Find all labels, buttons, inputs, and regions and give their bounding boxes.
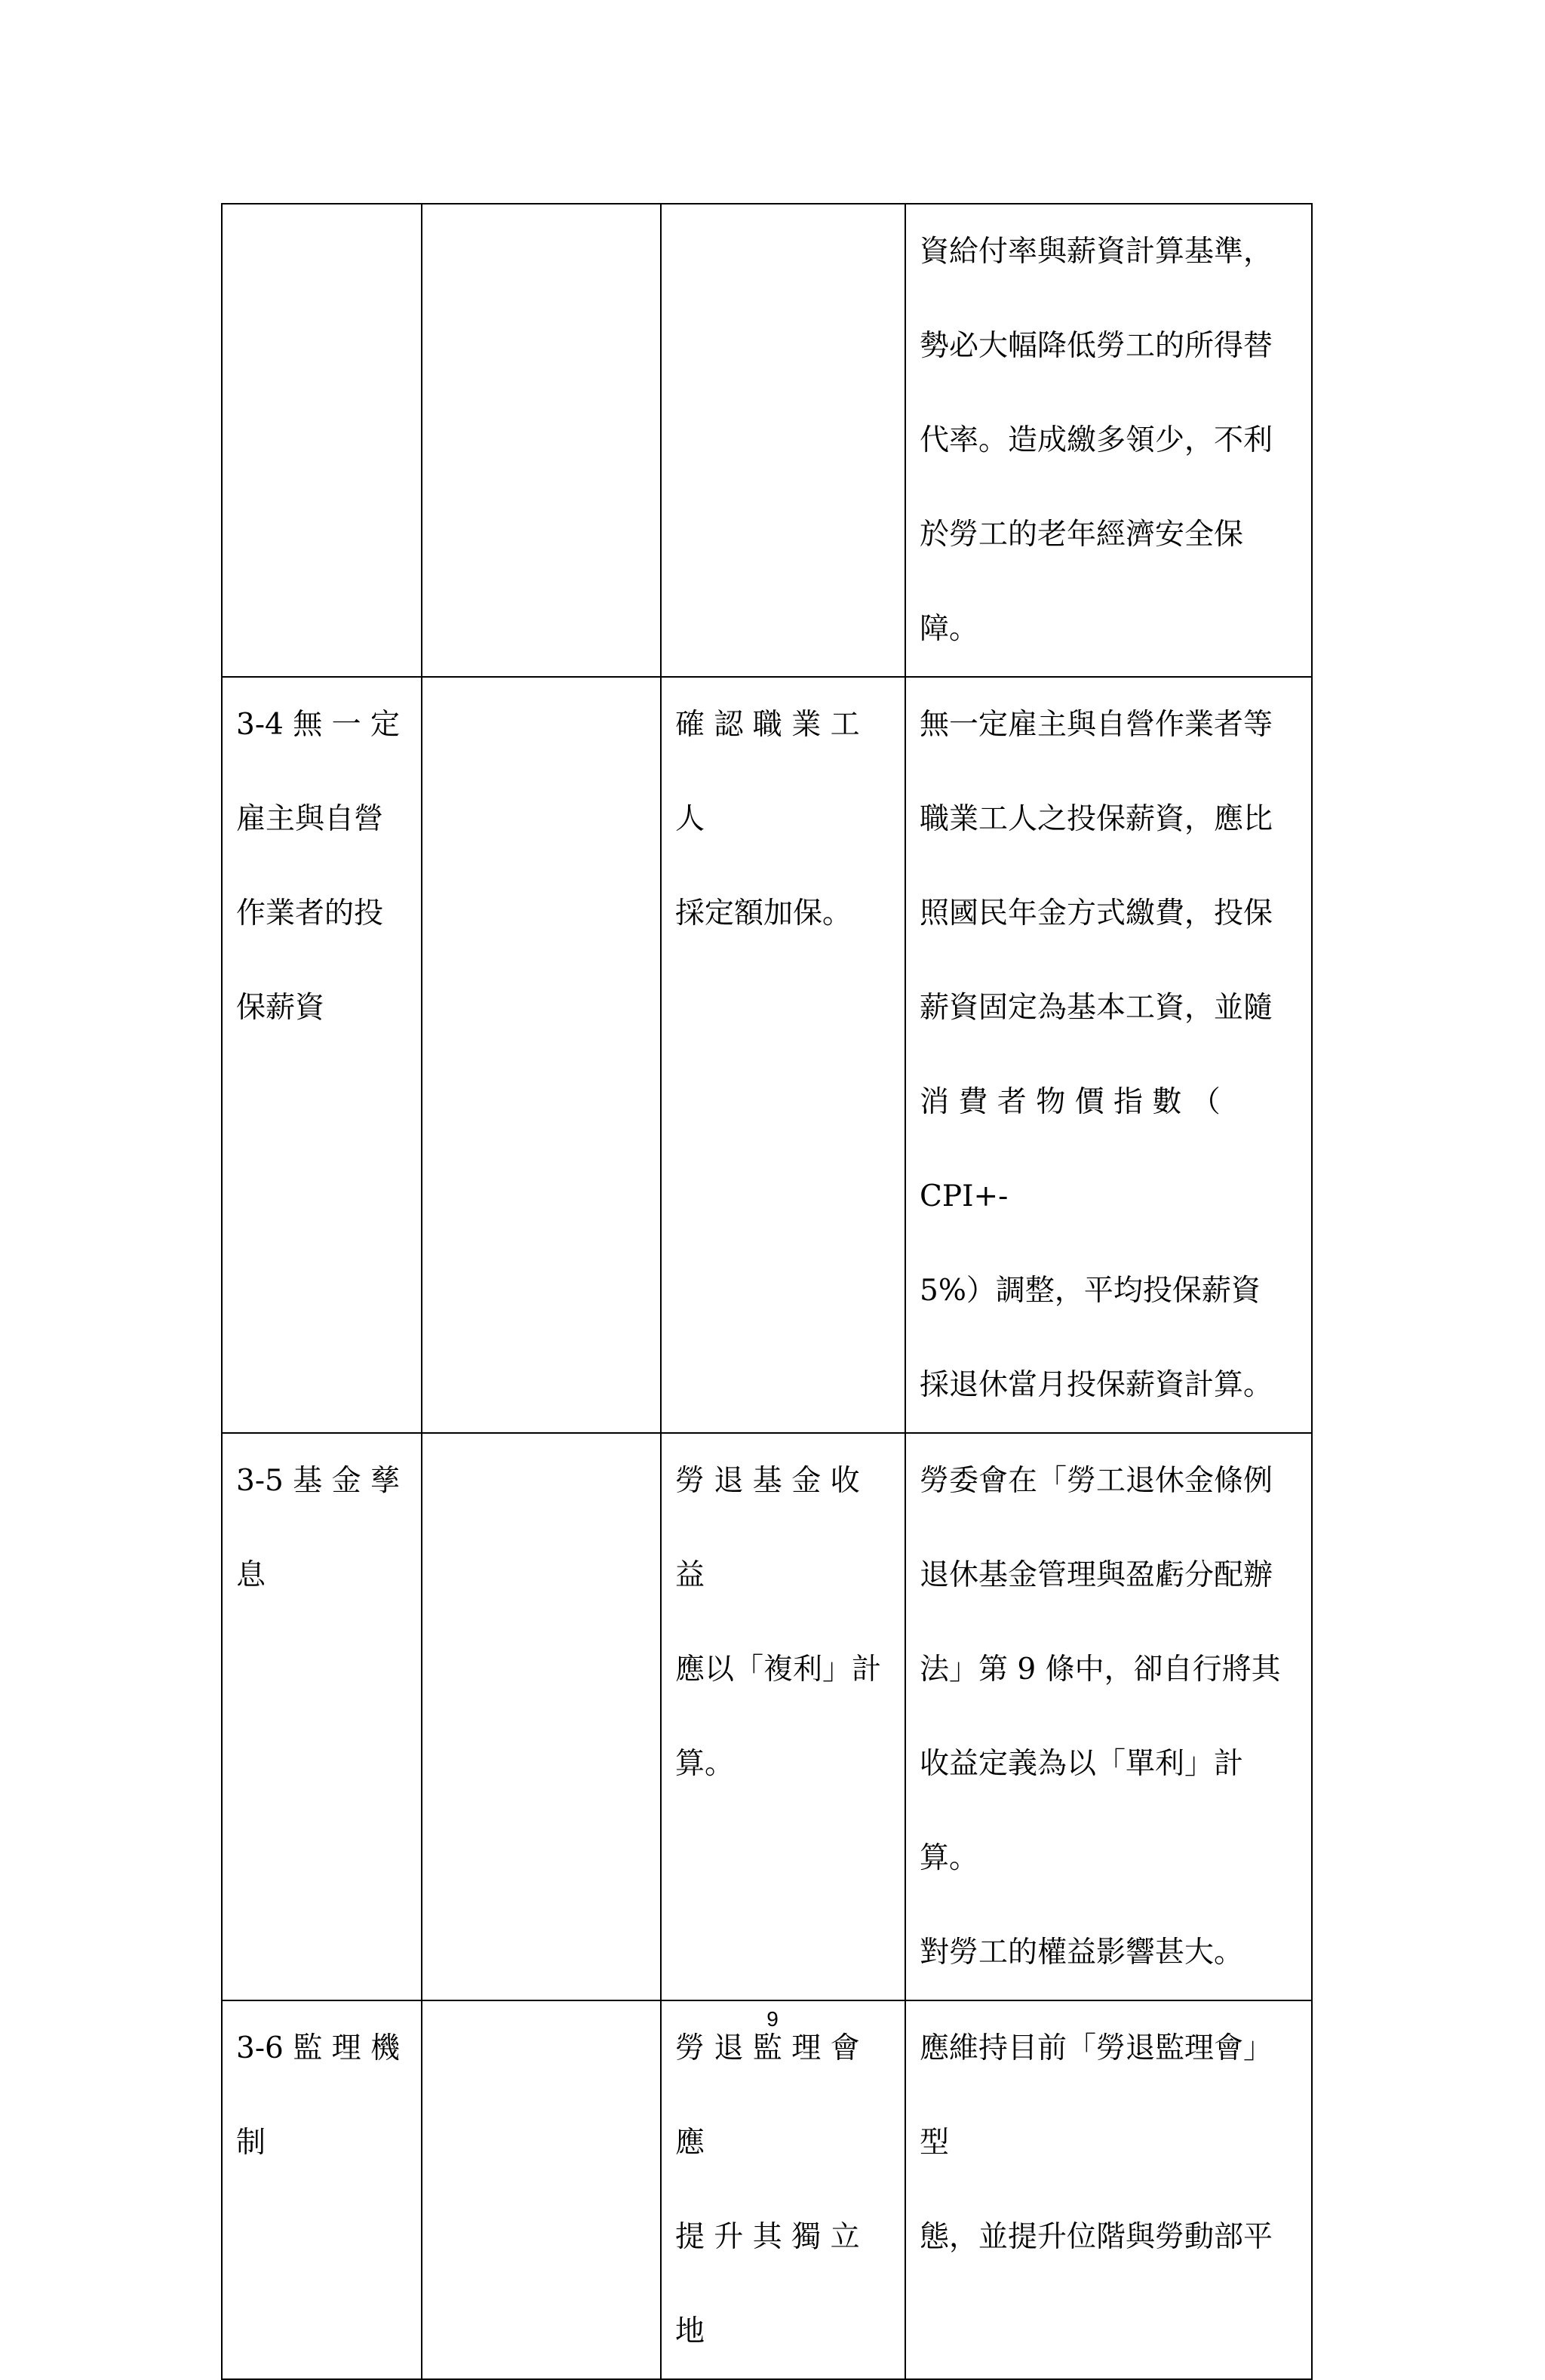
item-text: 3-5 基 金 孳 息	[236, 1464, 400, 1592]
explanation-cell	[905, 1433, 1312, 2000]
item-text: 3-4 無 一 定 雇主與自營 作業者的投 保薪資	[236, 708, 400, 1025]
proposal-text: 勞 退 監 理 會 應 提 升 其 獨 立 地	[675, 2031, 860, 2348]
table-row	[222, 677, 1312, 1433]
current-cell	[422, 204, 661, 677]
proposal-text: 確 認 職 業 工 人 採定額加保。	[675, 708, 860, 930]
current-cell	[422, 677, 661, 1433]
explanation-cell	[905, 2000, 1312, 2379]
current-cell	[422, 1433, 661, 2000]
page-number: 9	[766, 2007, 779, 2031]
current-cell	[422, 2000, 661, 2379]
document-table	[221, 203, 1313, 2380]
item-cell	[222, 204, 422, 677]
explanation-cell	[905, 677, 1312, 1433]
item-cell	[222, 677, 422, 1433]
table-row	[222, 2000, 1312, 2379]
item-text: 3-6 監 理 機 制	[236, 2031, 400, 2160]
proposal-cell	[661, 204, 905, 677]
proposal-cell	[661, 1433, 905, 2000]
explanation-text: 無一定雇主與自營作業者等 職業工人之投保薪資，應比 照國民年金方式繳費，投保 薪資固定為基本工資，並隨 消 費 者 物 價 指 數 （ CPI+- 5%）調整，平均投保薪資 採退休當月投保薪資計算。	[920, 708, 1273, 1402]
table-row	[222, 1433, 1312, 2000]
explanation-text: 應維持目前「勞退監理會」型 態，並提升位階與勞動部平	[920, 2031, 1273, 2254]
item-cell	[222, 1433, 422, 2000]
proposal-text: 勞 退 基 金 收 益 應以「複利」計 算。	[675, 1464, 882, 1781]
proposal-cell	[661, 2000, 905, 2379]
proposal-cell	[661, 677, 905, 1433]
item-cell	[222, 2000, 422, 2379]
explanation-text: 資給付率與薪資計算基準， 勢必大幅降低勞工的所得替 代率。造成繳多領少，不利 於勞工的老年經濟安全保障。	[920, 235, 1273, 646]
explanation-text: 勞委會在「勞工退休金條例 退休基金管理與盈虧分配辦 法」第 9 條中，卻自行將其 收益定義為以「單利」計算。 對勞工的權益影響甚大。	[920, 1464, 1281, 1969]
table-row	[222, 204, 1312, 677]
explanation-cell	[905, 204, 1312, 677]
